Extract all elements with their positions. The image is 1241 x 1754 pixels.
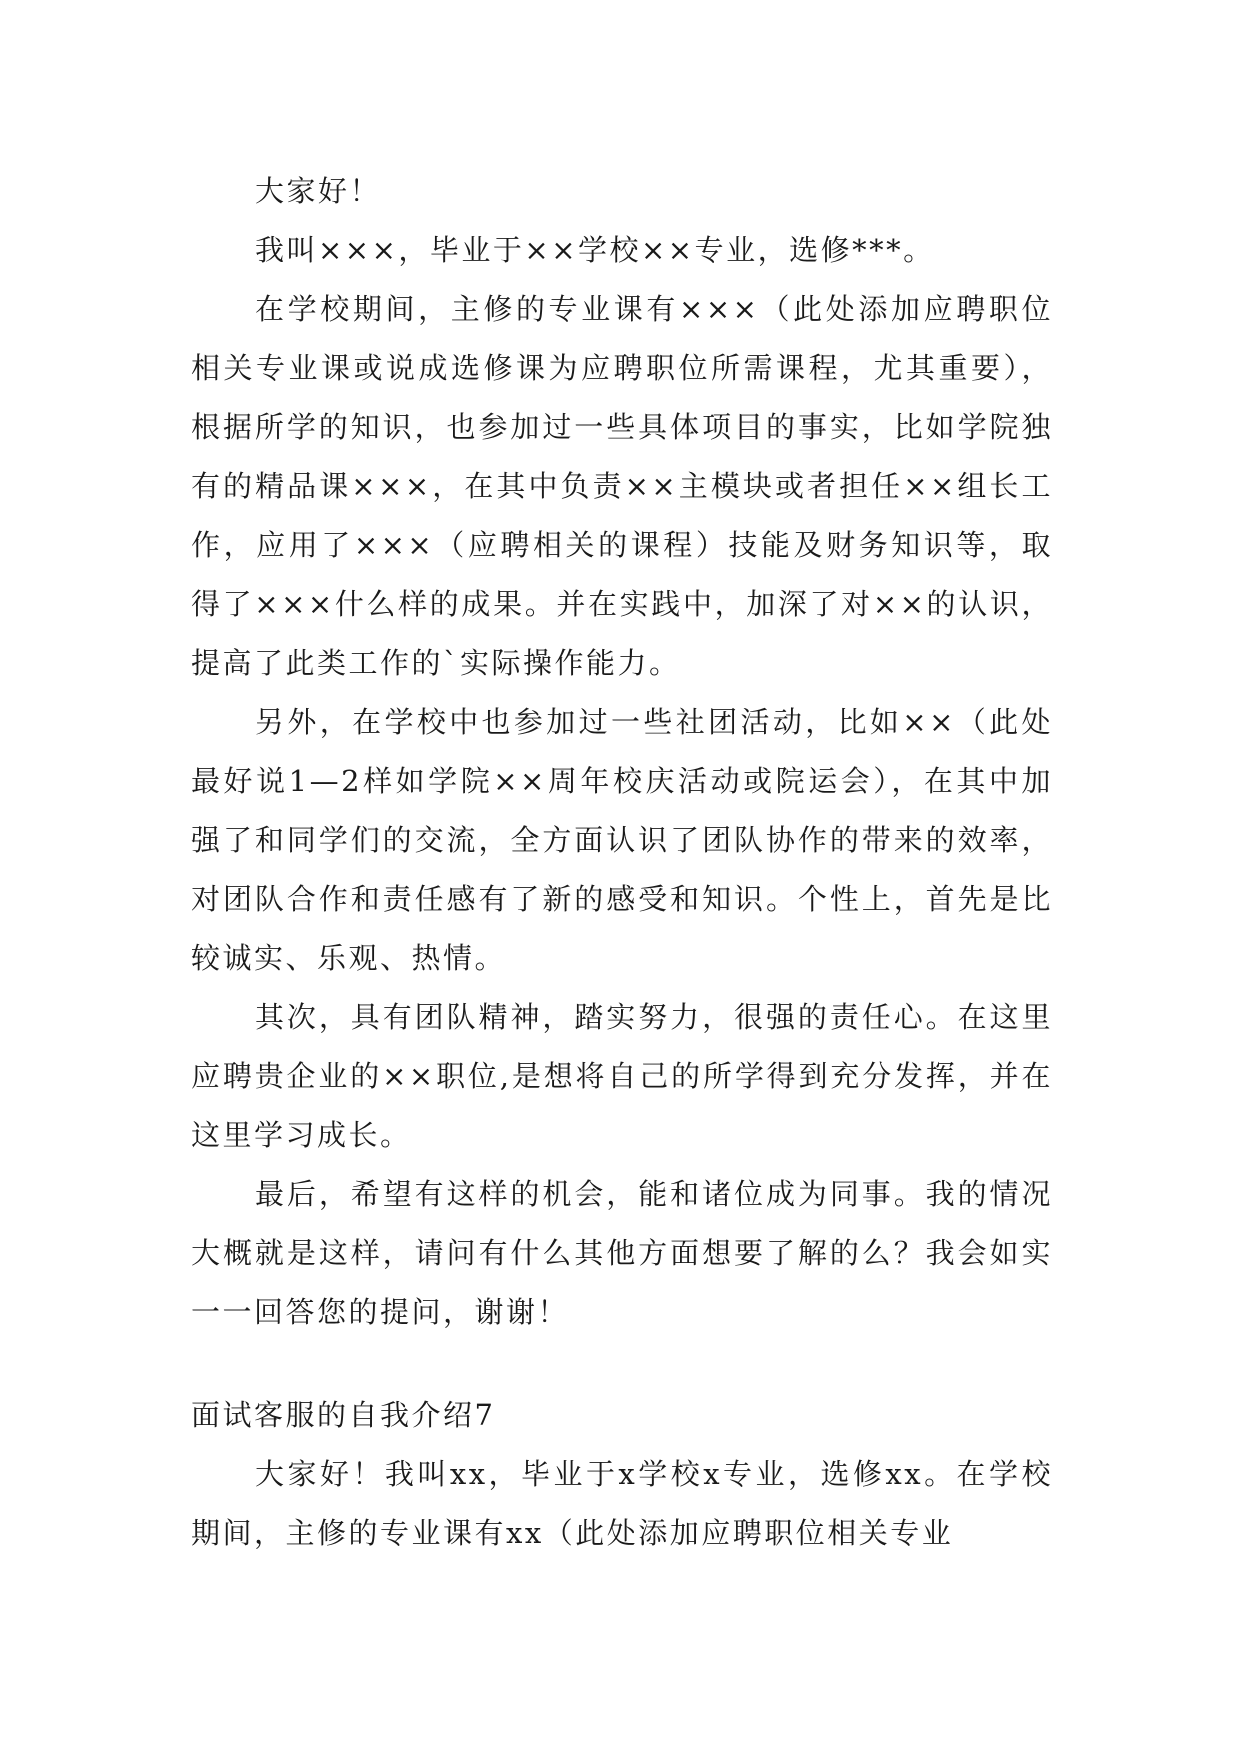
name-paragraph: 我叫×××，毕业于××学校××专业，选修***。 bbox=[255, 233, 935, 267]
section-heading: 面试客服的自我介绍7 bbox=[191, 1398, 496, 1432]
greeting-paragraph: 大家好！ bbox=[255, 174, 382, 208]
closing-paragraph: 最后，希望有这样的机会，能和诸位成为同事。我的情况大概就是这样，请问有什么其他方面想要了解的么？我会如实一一回答您的提问，谢谢！ bbox=[191, 1177, 1053, 1329]
motivation-paragraph: 其次，具有团队精神，踏实努力，很强的责任心。在这里应聘贵企业的××职位,是想将自己的所学得到充分发挥，并在这里学习成长。 bbox=[191, 1000, 1053, 1152]
activities-paragraph: 另外，在学校中也参加过一些社团活动，比如××（此处最好说1—2样如学院××周年校庆活动或院运会），在其中加强了和同学们的交流，全方面认识了团队协作的带来的效率，对团队合作和责任感有了新的感受和知识。个性上，首先是比较诚实、乐观、热情。 bbox=[191, 705, 1053, 975]
coursework-paragraph: 在学校期间，主修的专业课有×××（此处添加应聘职位相关专业课或说成选修课为应聘职位所需课程，尤其重要），根据所学的知识，也参加过一些具体项目的事实，比如学院独有的精品课×××，在其中负责××主模块或者担任××组长工作，应用了×××（应聘相关的课程）技能及财务知识等，取得了×××什么样的成果。并在实践中，加深了对××的认识，提高了此类工作的`实际操作能力。 bbox=[191, 292, 1053, 680]
document-body bbox=[191, 162, 1053, 1563]
section-intro-paragraph: 大家好！我叫xx，毕业于x学校x专业，选修xx。在学校期间，主修的专业课有xx（此处添加应聘职位相关专业 bbox=[191, 1457, 1053, 1550]
